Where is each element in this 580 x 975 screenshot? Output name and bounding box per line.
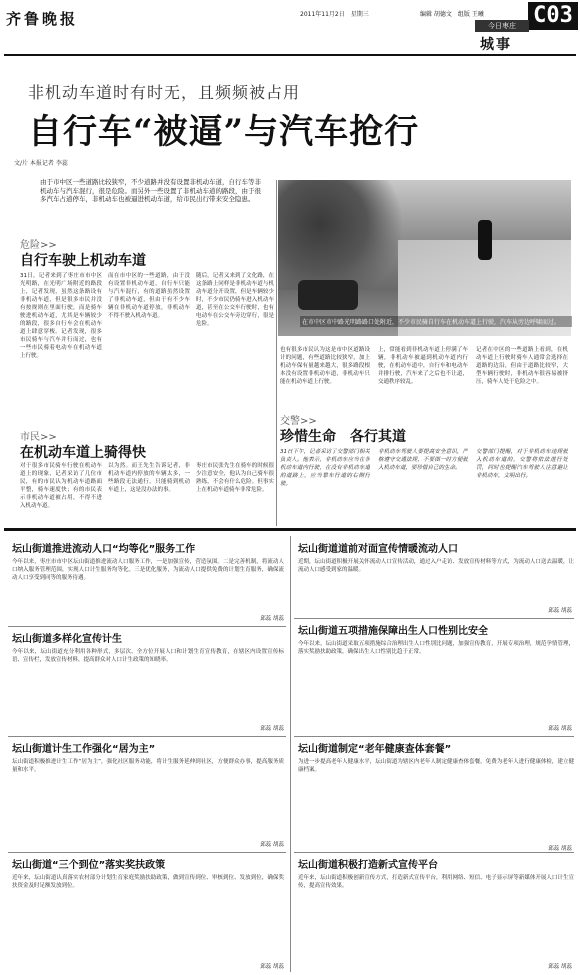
story-photo bbox=[278, 180, 571, 336]
story-kicker: 非机动车道时有时无，且频频被占用 bbox=[28, 83, 301, 102]
news-title-5: 坛山街道计生工作强化“居为主” bbox=[12, 744, 156, 755]
news-title-8: 坛山街道积极打造新式宣传平台 bbox=[298, 860, 438, 871]
story-column-1: 31日，记者来到了枣庄市市中区光明路，在光明广场附近的路段上，记者发现，虽然这条路设有非机动车道，但是很多市民并没有按规则在里面行驶，而是骑车驶进机动车道，尤其是车辆较少的路段，很多自行车会在机动车道上肆意穿梭。记者发现，很多市民骑车与汽车并行而过，也有一些市民骑着电动车在机动车道上行驶。 bbox=[20, 273, 102, 359]
section-tab: 今日枣庄 bbox=[475, 20, 529, 32]
section-tag-danger: 危险>> bbox=[20, 240, 57, 251]
grid-rule bbox=[294, 852, 574, 853]
section-name: 城事 bbox=[480, 37, 512, 53]
news-text-1: 今年以来，枣庄市市中区坛山街道推进流动人口服务工作，一是加强宣传，营造氛围。二是完善机制，将流动人口纳入服务管理范围，实现人口计生服务均等化。三是优化服务，为流动人口提供免费的计划生育服务，确保流动人口享受到同等的服务待遇。 bbox=[12, 559, 284, 581]
grid-rule bbox=[294, 736, 574, 737]
section-title-danger: 自行车驶上机动车道 bbox=[20, 253, 146, 269]
news-sig-5: 邱蕊 胡蕊 bbox=[260, 842, 284, 848]
news-sig-1: 邱蕊 胡蕊 bbox=[260, 616, 284, 622]
news-sig-3: 邱蕊 胡蕊 bbox=[260, 726, 284, 732]
police-column-3: 交警部门提醒，对于非机动车违规驶入机动车道的，交警将依法进行处罚，同时也提醒汽车驾驶人注意避让非机动车，文明出行。 bbox=[476, 449, 568, 479]
story-column-6: 记者在中区的一些道路上看到，在机动车道上行驶时骑车人通常会选择在道路的边沿，但由于道路比较窄，大型车辆行驶时，非机动车很容易被挤压，骑车人处于危险之中。 bbox=[476, 347, 568, 385]
grid-rule bbox=[8, 736, 286, 737]
news-text-2: 近期，坛山街道积极开展关怀流动人口宣传活动，通过入户走访、发放宣传材料等方式，为流动人口送去温暖，让流动人口感受到家的温暖。 bbox=[298, 559, 574, 573]
news-sig-2: 邱蕊 胡蕊 bbox=[548, 608, 572, 614]
section-tag-police: 交警>> bbox=[280, 416, 317, 427]
news-sig-4: 邱蕊 胡蕊 bbox=[548, 726, 572, 732]
police-column-1: 31日下午，记者采访了交警部门相关负责人。他表示，非机动车应当在非机动车道内行驶，在没有非机动车道的道路上，应当靠车行道的右侧行驶。 bbox=[280, 449, 370, 487]
section-divider bbox=[4, 528, 576, 531]
news-text-4: 今年以来，坛山街道采取五项措施综合治理出生人口性别比问题，加强宣传教育，开展专项治理，规范孕情管理，落实奖励扶助政策，确保出生人口性别比趋于正常。 bbox=[298, 641, 574, 655]
story-headline: 自行车“被逼”与汽车抢行 bbox=[28, 112, 420, 152]
citizen-column-2: 以为然。而王先生告诉记者，非机动车道内停放的车辆太多，一些路段无法通行，只能骑到机动车道上，这是没办法的事。 bbox=[108, 463, 190, 493]
newspaper-logo: 齐鲁晚报 bbox=[6, 10, 79, 28]
news-sig-7: 邱蕊 胡蕊 bbox=[260, 964, 284, 970]
section-tag-citizen: 市民>> bbox=[20, 432, 57, 443]
news-text-7: 近年来，坛山街道认真落实农村部分计划生育家庭奖励扶助政策，做到宣传到位、审核到位、发放到位，确保奖扶资金及时足额发放到位。 bbox=[12, 875, 284, 889]
news-text-6: 为进一步提高老年人健康水平，坛山街道为辖区内老年人制定健康查体套餐，免费为老年人进行健康体检，建立健康档案。 bbox=[298, 759, 574, 773]
header-rule bbox=[4, 54, 576, 56]
car-shape bbox=[298, 280, 358, 310]
news-text-5: 坛山街道积极推进计生工作“居为主”，强化社区服务功能，将计生服务延伸到社区，方便群众办事，提高服务质量和水平。 bbox=[12, 759, 284, 773]
page-number: C03 bbox=[528, 2, 578, 30]
story-byline: 文/片 本报记者 李蕊 bbox=[14, 160, 68, 167]
section-title-police: 珍惜生命 各行其道 bbox=[280, 429, 406, 445]
news-text-8: 近年来，坛山街道积极创新宣传方式，打造新式宣传平台，利用网络、短信、电子显示屏等新媒体开展人口计生宣传，提高宣传效果。 bbox=[298, 875, 574, 889]
story-column-5: 上，常能看到非机动车道上停满了车辆，非机动车被逼到机动车道内行驶，在机动车道中，自行车和电动车并排行驶，汽车来了之后也不让道，交通秩序较乱。 bbox=[378, 347, 468, 385]
news-title-1: 坛山街道推进流动人口“均等化”服务工作 bbox=[12, 544, 196, 555]
news-title-3: 坛山街道多样化宣传计生 bbox=[12, 634, 122, 645]
citizen-column-1: 对于很多市民骑车行驶在机动车道上的现象，记者采访了几位市民，有的市民认为机动车道路面平整，骑车速度快；有的市民表示非机动车道被占用，不得不进入机动车道。 bbox=[20, 463, 102, 509]
news-title-7: 坛山街道“三个到位”落实奖扶政策 bbox=[12, 860, 166, 871]
grid-rule bbox=[8, 852, 286, 853]
grid-divider bbox=[290, 536, 291, 972]
grid-rule bbox=[294, 618, 574, 619]
column-divider bbox=[276, 180, 277, 526]
news-text-3: 今年以来，坛山街道充分利用各种形式，多层次、全方位开展人口和计划生育宣传教育，在辖区内设置宣传标语、宣传栏，发放宣传材料，提高群众对人口计生政策的知晓率。 bbox=[12, 649, 284, 663]
news-title-2: 坛山街道道前对面宣传情暖流动人口 bbox=[298, 544, 458, 555]
news-title-6: 坛山街道制定“老年健康查体套餐” bbox=[298, 744, 452, 755]
story-column-3: 随后，记者又来到了文化路，在这条路上同样是非机动车道与机动车道分开设置，但是车辆较少时，不少市民仍骑车进入机动车道，甚至在公交车行驶时，也有电动车在公交车旁边穿行，很是危险。 bbox=[196, 273, 274, 327]
photo-caption: 在市中区市中路光明路路口处附近，不少市民骑自行车在机动车道上行驶，汽车从旁边呼啸而过。 bbox=[300, 316, 572, 327]
news-title-4: 坛山街道五项措施保障出生人口性别比安全 bbox=[298, 626, 488, 637]
citizen-column-3: 枣庄市民张先生在骑车的时候很少注意安全，他认为自己骑车很熟练，不会有什么危险。但事实上在机动车道骑车非常危险。 bbox=[196, 463, 274, 493]
story-column-2: 而在市中区的一些道路，由于没有设置非机动车道，自行车只能与汽车混行，有的道路虽然设置了非机动车道，但由于有不少车辆在非机动车道停放，非机动车不得不驶入机动车道。 bbox=[108, 273, 190, 319]
section-title-citizen: 在机动车道上骑得快 bbox=[20, 445, 146, 461]
date-line: 2011年11月2日 星期三 bbox=[300, 11, 369, 18]
editor-line: 编辑 胡德文 组版 王曦 bbox=[420, 11, 484, 18]
cyclist-shape bbox=[478, 220, 492, 260]
news-sig-8: 邱蕊 胡蕊 bbox=[548, 964, 572, 970]
trees-shape bbox=[278, 180, 418, 290]
grid-rule bbox=[8, 626, 286, 627]
police-column-2: 非机动车驾驶人要提高安全意识，严格遵守交通法规，不要图一时方便驶入机动车道，要珍惜自己的生命。 bbox=[378, 449, 468, 471]
news-sig-6: 邱蕊 胡蕊 bbox=[548, 846, 572, 852]
story-lead: 由于市中区一些道路比较狭窄，不少道路并没有设置非机动车道，自行车等非机动车与汽车混行，很是危险。而另外一些设置了非机动车道的路段，由于很多汽车占道停车，非机动车也被逼进机动车道，给市民出行带来安全隐患。 bbox=[40, 178, 261, 203]
story-column-4: 也有很多市民认为这是市中区道路设计的问题，有些道路比较狭窄，加上机动车保有量越来越大，很多路段根本没有设置非机动车道，非机动车只能在机动车道上行驶。 bbox=[280, 347, 370, 385]
